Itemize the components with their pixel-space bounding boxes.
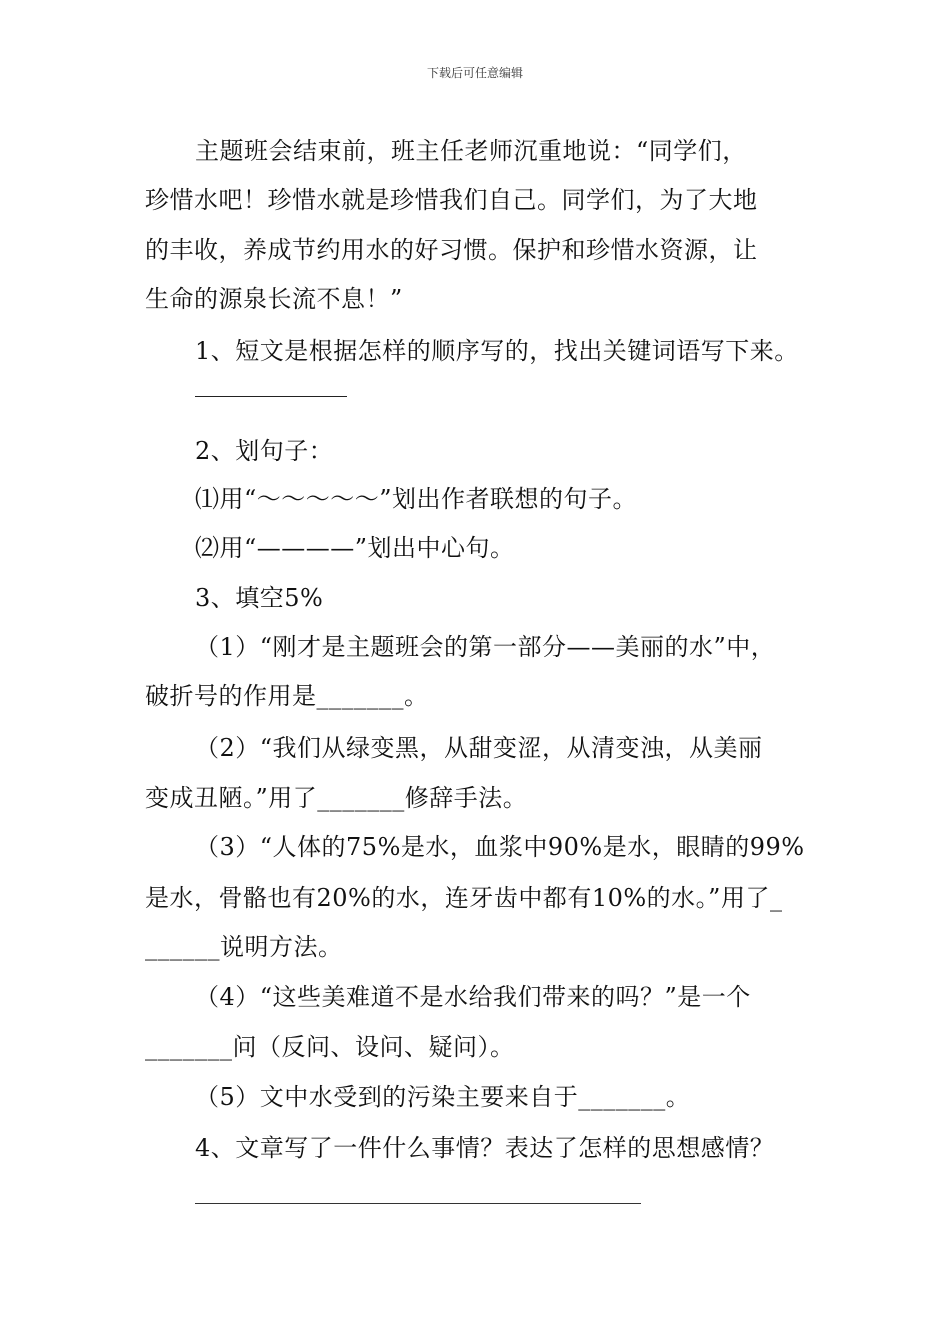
question-3-item-1-line-1: （1）“刚才是主题班会的第一部分——美丽的水”中， [195,633,776,661]
paragraph-line-4: 生命的源泉长流不息！” [145,285,403,313]
question-3-item-3-line-2: 是水，骨骼也有20%的水，连牙齿中都有10%的水。”用了_ [145,884,783,912]
question-3-item-4-line-1: （4）“这些美难道不是水给我们带来的吗？”是一个 [195,983,751,1011]
answer-line-q1 [195,396,347,397]
answer-line-q4 [195,1203,641,1204]
question-2-item-2: ⑵用“————”划出中心句。 [195,534,515,562]
paragraph-line-2: 珍惜水吧！珍惜水就是珍惜我们自己。同学们，为了大地 [145,186,758,214]
paragraph-line-1: 主题班会结束前，班主任老师沉重地说：“同学们， [195,137,747,165]
paragraph-line-3: 的丰收，养成节约用水的好习惯。保护和珍惜水资源，让 [145,236,758,264]
question-1: 1、短文是根据怎样的顺序写的，找出关键词语写下来。 [195,337,799,365]
question-3-item-5: （5）文中水受到的污染主要来自于_______。 [195,1083,691,1111]
question-2-item-1: ⑴用“～～～～～”划出作者联想的句子。 [195,485,638,513]
question-3-item-1-line-2: 破折号的作用是_______。 [145,682,429,710]
question-2-title: 2、划句子： [195,437,334,465]
header-note: 下载后可任意编辑 [426,66,523,80]
question-3-item-3-line-3: ______说明方法。 [145,933,343,961]
question-3-item-2-line-1: （2）“我们从绿变黑，从甜变涩，从清变浊，从美丽 [195,734,763,762]
question-4: 4、文章写了一件什么事情？表达了怎样的思想感情？ [195,1134,775,1162]
question-3-item-4-line-2: _______问（反问、设问、疑问）。 [145,1033,515,1061]
question-3-item-2-line-2: 变成丑陋。”用了_______修辞手法。 [145,784,528,812]
question-3-item-3-line-1: （3）“人体的75%是水，血浆中90%是水，眼睛的99% [195,833,805,861]
question-3-title: 3、填空5% [195,584,324,612]
